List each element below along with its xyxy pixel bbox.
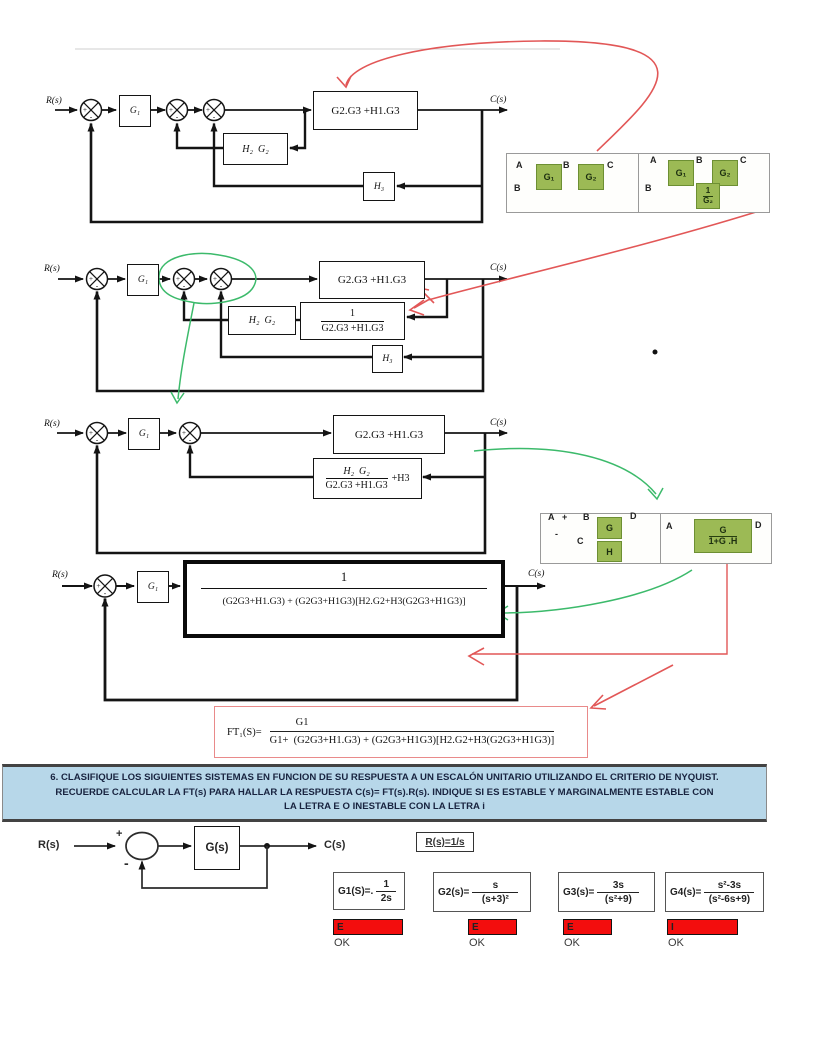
inset2-left-d-label: D [630,511,637,521]
ft-den: G1+ (G2G3+H1.G3) + (G2G3+H1G3)[H2.G2+H3(G2G3+H1G3)] [269,735,555,746]
sum-junctions [81,100,232,598]
g4-tf-box [665,872,764,912]
closed-loop-den: 1+G .H [708,535,738,546]
answer-letter: I [671,921,674,933]
inset1-left-g2-block: G₂ [578,164,604,190]
inset2-right-a-label: A [666,521,673,531]
g4-tf-num: s²-3s [704,880,754,893]
inset2-right-closed-loop-block [694,519,752,553]
svg-text:-: - [95,281,99,290]
stray-ink-dot [653,350,658,355]
red-path-to-d4 [472,564,727,654]
ft-lhs: FT₁(S)= [227,726,262,738]
d2-inverse-block [300,302,405,340]
svg-text:-: - [182,281,186,290]
d4-den: (G2G3+H1.G3) + (G2G3+H1G3)[H2.G2+H3(G2G3+H1G3)] [222,596,466,607]
answer-field-g1[interactable] [333,919,403,935]
sum-junction [180,423,201,445]
d2-input-label: R(s) [44,264,60,274]
inset1-right-c-label: C [740,155,747,165]
g2-tf-box [433,872,531,912]
inset1-right-a-label: A [650,155,657,165]
d3-feedback-num: H₂ G₂ [326,466,388,480]
svg-text:+: + [82,105,88,114]
sum-junction [174,269,195,291]
inset2-left-c-label: C [577,536,584,546]
d3-feedback-den: G2.G3 +H1.G3 [325,480,388,491]
banner-line1: 6. CLASIFIQUE LOS SIGUIENTES SISTEMAS EN FUNCION DE SU RESPUESTA A UN ESCALÓN UNITARIO UTILIZANDO EL CRITERIO DE NYQUIST. [50,772,719,784]
ft-num: G1 [270,717,555,732]
d1-h2g2-block: H₂ G₂ [223,133,288,165]
g3-tf-label: G3(s)= [563,886,595,898]
sum-junction [87,423,108,445]
g1-tf-box [333,872,405,910]
d1-h3-block: H₃ [363,172,395,201]
sum-junction [94,575,116,598]
inset1-left-b-label: B [563,160,570,170]
ok-label-g3: OK [564,937,580,949]
svg-text:+: + [168,105,174,114]
svg-text:-: - [188,435,192,444]
d4-g1-block: G₁ [137,571,169,603]
d2-forward-block: G2.G3 +H1.G3 [319,261,425,299]
ok-label-g1: OK [334,937,350,949]
d2-output-label: C(s) [490,263,507,273]
inset2-left-plus-sign: + [562,512,568,522]
bottom-plus-sign: + [116,828,123,840]
sum-junction [81,100,102,122]
d4-num: 1 [340,570,348,584]
d3-feedback-plus-h3: +H3 [391,473,410,484]
svg-text:+: + [212,274,218,283]
svg-text:-: - [219,281,223,290]
answer-letter: E [567,921,574,933]
svg-text:+: + [181,428,187,437]
d1-output-label: C(s) [490,95,507,105]
bottom-minus-sign: - [124,855,129,871]
d1-g1-block: G₁ [119,95,151,127]
inset1-left-c-label: C [607,160,614,170]
d3-feedback-block [313,458,422,499]
g1-tf-den: 2s [380,892,392,904]
d2-h2g2-block: H₂ G₂ [228,306,296,335]
inset1-right-feedback-b-label: B [645,183,652,193]
d4-reduced-block [183,560,505,638]
inset2-right-d-label: D [755,520,762,530]
inset2-left-a-label: A [548,512,555,522]
d1-input-label: R(s) [46,96,62,106]
svg-text:+: + [205,105,211,114]
d2-inverse-num: 1 [321,308,383,322]
d3-g1-block: G₁ [128,418,160,450]
inset2-divider [660,514,661,563]
bottom-output-label: C(s) [324,839,346,851]
inverse-den: G₂ [703,195,713,205]
inset1-right-inverse-g2-block [696,183,720,209]
d3-forward-block: G2.G3 +H1.G3 [333,415,445,454]
closed-loop-num: G [709,526,738,537]
d4-output-label: C(s) [528,569,545,579]
svg-text:-: - [89,112,93,121]
svg-text:-: - [103,588,107,598]
banner-line2: RECUERDE CALCULAR LA FT(s) PARA HALLAR LA RESPUESTA C(s)= FT(s).R(s). INDIQUE SI ES ESTABLE Y MARGINALMENTE ESTABLE CON [55,786,714,798]
answer-letter: E [337,921,344,933]
svg-text:-: - [175,112,179,121]
answer-field-g4[interactable] [667,919,738,935]
inverse-num: 1 [703,187,713,197]
answer-field-g3[interactable] [563,919,612,935]
ft-result-box [214,706,588,758]
g1-tf-num: 1 [376,879,396,892]
inset2-left-b-label: B [583,512,590,522]
d4-input-label: R(s) [52,570,68,580]
inset2-left-minus-sign: - [555,529,558,539]
d3-output-label: C(s) [490,418,507,428]
g4-tf-label: G4(s)= [670,886,702,898]
g4-tf-den: (s²-6s+9) [708,893,751,905]
d2-inverse-den: G2.G3 +H1.G3 [321,322,384,334]
g3-tf-den: (s²+9) [604,893,632,905]
inset1-divider [638,154,639,212]
sum-junction [87,269,108,291]
d2-h3-block: H₃ [372,345,403,373]
problem6-banner [2,764,767,822]
sum-junction [167,100,188,122]
bottom-input-label: R(s) [38,839,60,851]
sum-junction [204,100,225,122]
inset1-left-g1-block: G₁ [536,164,562,190]
unit-step-input-box: R(s)=1/s [416,832,474,852]
g2-tf-num: s [472,880,518,893]
inset1-left-feedback-b-label: B [514,183,521,193]
svg-text:+: + [88,274,94,283]
svg-text:+: + [96,581,101,590]
inset2-left-g-block: G [597,517,622,539]
answer-letter: E [472,921,479,933]
inset1-right-b-label: B [696,155,703,165]
green-tail-to-d3 [178,303,194,399]
inset1-right-g1-block: G₁ [668,160,694,186]
bottom-gs-block: G(s) [194,826,240,870]
answer-field-g2[interactable] [468,919,517,935]
sum-junction [211,269,232,291]
red-curve-to-d2-block [414,212,756,308]
g2-tf-den: (s+3)² [481,893,509,905]
inset1-right-g2-block: G₂ [712,160,738,186]
d2-g1-block: G₁ [127,264,159,296]
d1-forward-block: G2.G3 +H1.G3 [313,91,418,130]
d3-input-label: R(s) [44,419,60,429]
g2-tf-label: G2(s)= [438,886,470,898]
svg-text:+: + [88,428,94,437]
green-curve-to-inset2 [474,449,656,494]
banner-line3: LA LETRA E O INESTABLE CON LA LETRA i [284,801,485,813]
svg-text:-: - [95,435,99,444]
inset1-left-a-label: A [516,160,523,170]
g3-tf-num: 3s [597,880,639,893]
svg-text:-: - [212,112,216,121]
g1-tf-label: G1(S)=. [338,885,374,897]
ok-label-g4: OK [668,937,684,949]
g3-tf-box [558,872,655,912]
red-arrow-to-ft-box [594,665,673,706]
inset2-left-h-block: H [597,541,622,562]
d2-connectors [58,279,507,391]
svg-text:+: + [175,274,181,283]
ok-label-g2: OK [469,937,485,949]
